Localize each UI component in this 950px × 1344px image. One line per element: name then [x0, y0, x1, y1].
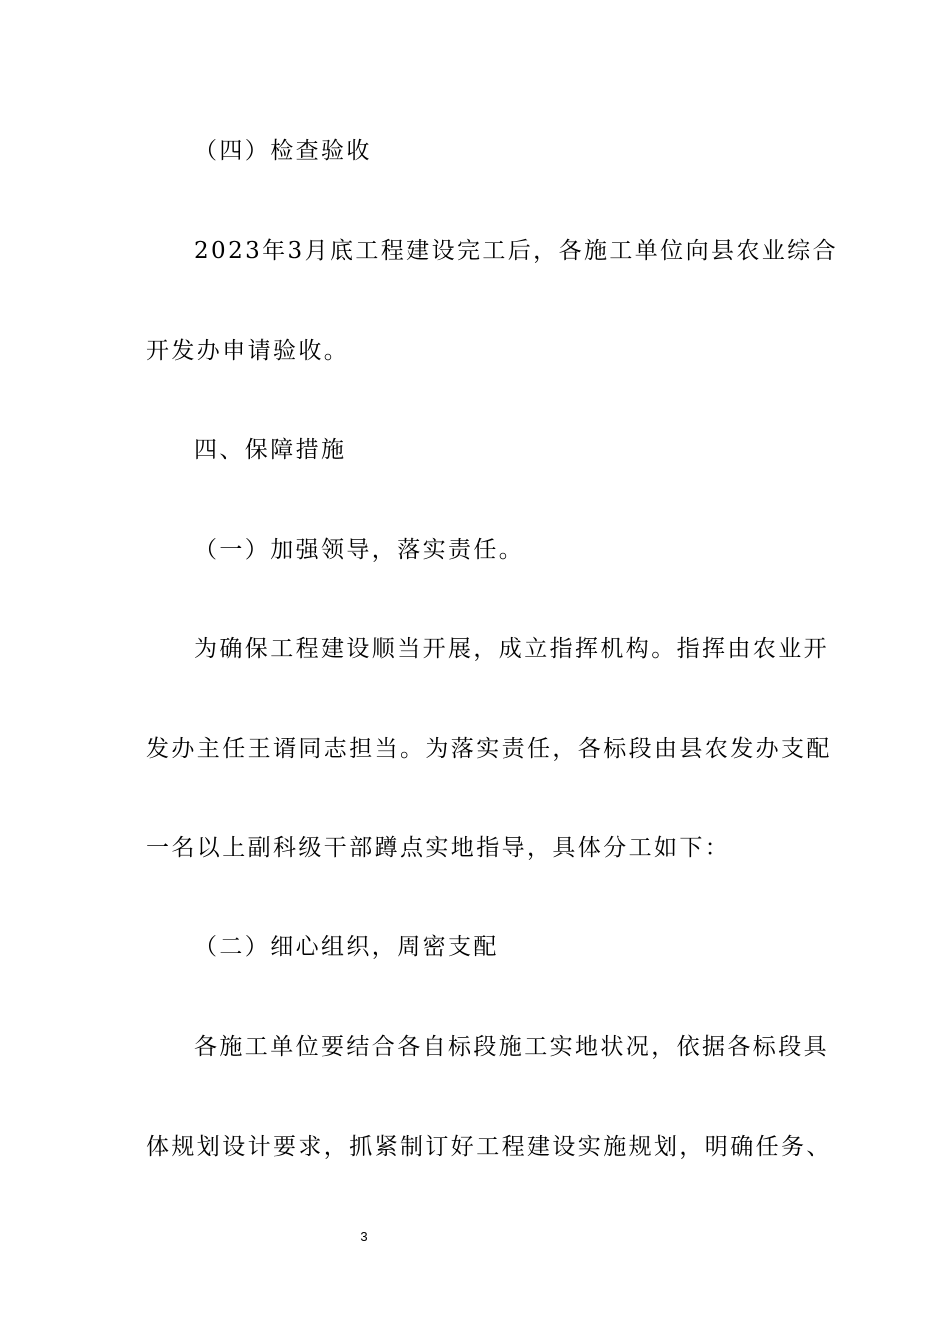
- paragraph-line: 各施工单位要结合各自标段施工实地状况，依据各标段具: [194, 1034, 829, 1060]
- paragraph-line: 2023年3月底工程建设完工后，各施工单位向县农业综合: [194, 238, 838, 264]
- paragraph-line: 发办主任王谞同志担当。为落实责任，各标段由县农发办支配: [146, 736, 832, 762]
- page-number: 3: [360, 1229, 368, 1244]
- paragraph-line: 为确保工程建设顺当开展，成立指挥机构。指挥由农业开: [194, 636, 829, 662]
- paragraph-line: 开发办申请验收。: [146, 338, 350, 364]
- subsection-heading-leadership: （一）加强领导，落实责任。: [194, 537, 525, 563]
- section-heading-safeguard-measures: 四、保障措施: [194, 437, 347, 463]
- subsection-heading-organization: （二）细心组织，周密支配: [194, 934, 499, 960]
- subsection-heading-inspection: （四）检查验收: [194, 138, 372, 164]
- paragraph-line: 体规划设计要求，抓紧制订好工程建设实施规划，明确任务、: [146, 1134, 832, 1160]
- paragraph-line: 一名以上副科级干部蹲点实地指导，具体分工如下：: [146, 835, 731, 861]
